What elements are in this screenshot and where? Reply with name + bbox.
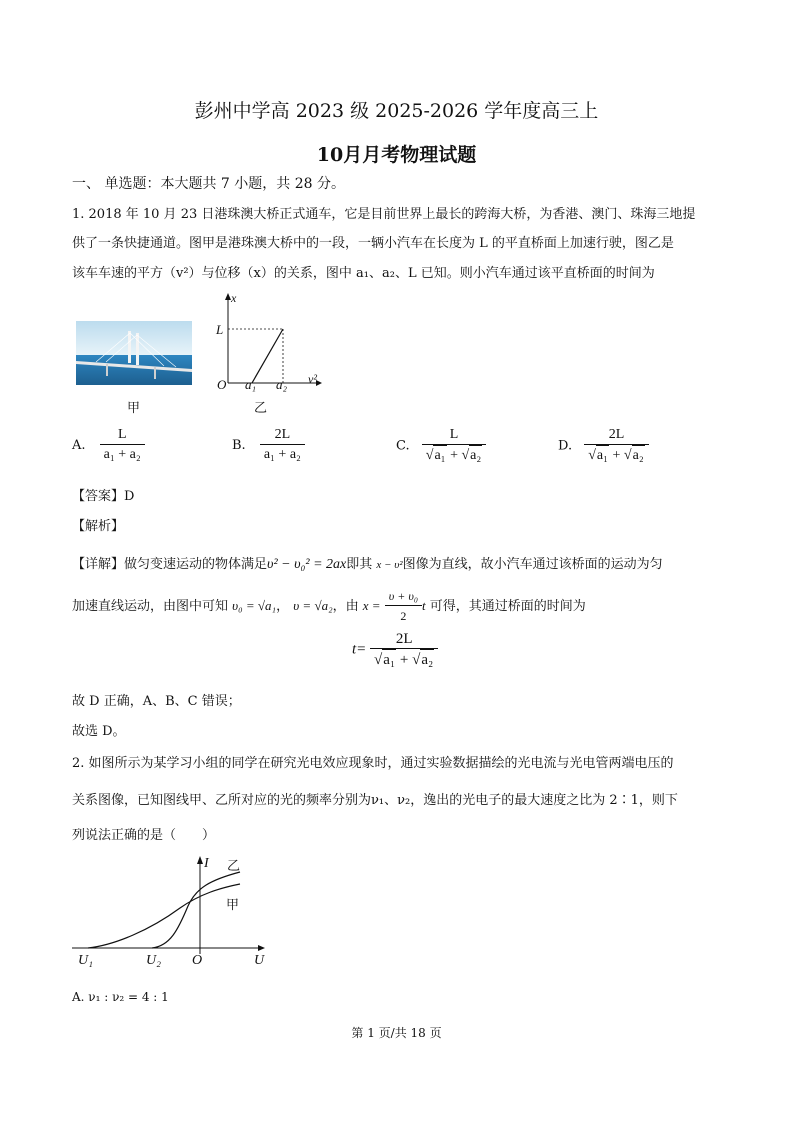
- detail-l2-mid: ，由: [332, 599, 359, 614]
- graph-a2-mark: a₂: [276, 377, 288, 392]
- q2-option-a[interactable]: A. ν₁ : ν₂ = 4 : 1: [72, 990, 169, 1004]
- answer-label: 【答案】D: [72, 489, 135, 504]
- conclusion-line-1: 故 D 正确，A、B、C 错误；: [72, 694, 241, 709]
- detail-l2-suffix: 可得，其通过桥面的时间为: [429, 599, 586, 614]
- analysis-label: 【解析】: [72, 519, 125, 534]
- detail-l1-suffix: 图像为直线，故小汽车通过该桥面的运动为匀: [402, 557, 663, 572]
- curve-yi-label: 乙: [227, 859, 241, 874]
- option-a[interactable]: [72, 426, 145, 465]
- option-b-numerator: 2L: [260, 426, 305, 445]
- q2-stem-line-3: 列说法正确的是（ ）: [72, 828, 216, 843]
- result-formula: t= $\frac{2L}{\text{√a₁ + √a₂}}$: [352, 630, 438, 670]
- option-a-numerator: L: [100, 426, 145, 445]
- title-line-2: 10月月考物理试题: [316, 144, 477, 166]
- figure-yi-caption: 乙: [254, 401, 268, 416]
- option-d-numerator: 2L: [584, 426, 649, 445]
- graph-x-axis-label: v²: [308, 372, 317, 386]
- result-den-a1: a₁: [382, 649, 396, 670]
- detail-l2-v-eq: υ = √a₂: [293, 598, 333, 613]
- option-d-letter: D.: [558, 438, 573, 454]
- conclusion-line-2: 故选 D。: [72, 724, 126, 739]
- option-d-den-a1: a₁: [596, 445, 609, 466]
- option-b-denominator: a₁ + a₂: [263, 447, 301, 462]
- option-a-letter: A.: [72, 438, 86, 453]
- option-c-den-a1: a₁: [433, 445, 446, 466]
- detail-l2-x-eq: x =: [362, 598, 381, 613]
- option-c-den-a2: a₂: [469, 445, 482, 466]
- section-heading: 一、 单选题：本大题共 7 小题，共 28 分。: [72, 176, 345, 192]
- q1-stem-line-3: 该车车速的平方（v²）与位移（x）的关系，图中 a₁、a₂、L 已知。则小汽车通过该平直桥面的时间为: [72, 266, 655, 281]
- page-footer: 第 1 页/共 18 页: [351, 1026, 442, 1040]
- detail-l2-frac-den: 2: [400, 609, 407, 623]
- detail-l1-mid: 即其: [346, 557, 373, 572]
- option-c[interactable]: C. $\frac{L}{\text{√a₁ + √a₂}}$: [396, 426, 486, 466]
- title-line-1: 彭州中学高 2023 级 2025-2026 学年度高三上: [194, 100, 599, 122]
- result-t: t=: [352, 641, 367, 658]
- detail-l1-equation: υ² − υ₀² = 2ax: [267, 557, 347, 572]
- graph2-y-axis-label: I: [204, 856, 209, 871]
- graph-l-mark: L: [216, 322, 224, 337]
- graph2-x-axis-label: U: [254, 953, 265, 968]
- option-c-numerator: L: [422, 426, 487, 445]
- detail-line-1: [72, 553, 663, 573]
- option-d-den-a2: a₂: [632, 445, 645, 466]
- graph-a1-mark: a₁: [245, 377, 257, 392]
- option-a-denominator: a₁ + a₂: [103, 447, 141, 462]
- detail-l2-frac-num: υ + υ₀: [385, 587, 422, 606]
- detail-l2-t: t: [422, 598, 426, 613]
- option-c-letter: C.: [396, 438, 410, 454]
- graph-y-axis-label: x: [231, 291, 237, 305]
- option-b[interactable]: [232, 426, 305, 465]
- q2-stem-line-1: 2. 如图所示为某学习小组的同学在研究光电效应现象时，通过实验数据描绘的光电流与光电管两端电压的: [72, 756, 674, 771]
- graph2-origin: O: [192, 953, 203, 968]
- option-d[interactable]: D. $\frac{2L}{\text{√a₁ + √a₂}}$: [558, 426, 649, 466]
- bridge-photo: [76, 321, 192, 385]
- detail-l2-v0-eq: υ₀ = √a₁: [232, 598, 277, 613]
- detail-l2-prefix: 加速直线运动，由图中可知: [72, 599, 229, 614]
- graph2-u2-label: U₂: [146, 953, 161, 968]
- figure-jia-caption: 甲: [127, 401, 141, 416]
- q1-stem-line-1: 1. 2018 年 10 月 23 日港珠澳大桥正式通车，它是目前世界上最长的跨海大桥，为香港、澳门、珠海三地提: [72, 207, 696, 222]
- option-b-letter: B.: [232, 438, 246, 453]
- detail-l1-xv2: x − υ²: [376, 559, 403, 571]
- result-den-a2: a₂: [420, 649, 434, 670]
- q2-stem-line-2: 关系图像，已知图线甲、乙所对应的光的频率分别为ν₁、ν₂，逸出的光电子的最大速度之比为 2∶1，则下: [72, 793, 678, 808]
- detail-l1-prefix: 【详解】做匀变速运动的物体满足: [72, 557, 268, 572]
- graph-origin: O: [217, 377, 227, 392]
- detail-line-2: 加速直线运动，由图中可知 υ₀ = √a₁， υ = √a₂，由 x = $\frac{\text{υ + υ₀}}{2}$ t 可得，其通过桥面的时间为: [72, 587, 586, 626]
- curve-jia-label: 甲: [226, 898, 240, 913]
- q1-stem-line-2: 供了一条快捷通道。图甲是港珠澳大桥中的一段，一辆小汽车在长度为 L 的平直桥面上加速行驶，图乙是: [72, 236, 674, 251]
- result-numerator: 2L: [370, 630, 438, 649]
- graph2-u1-label: U₁: [78, 953, 93, 968]
